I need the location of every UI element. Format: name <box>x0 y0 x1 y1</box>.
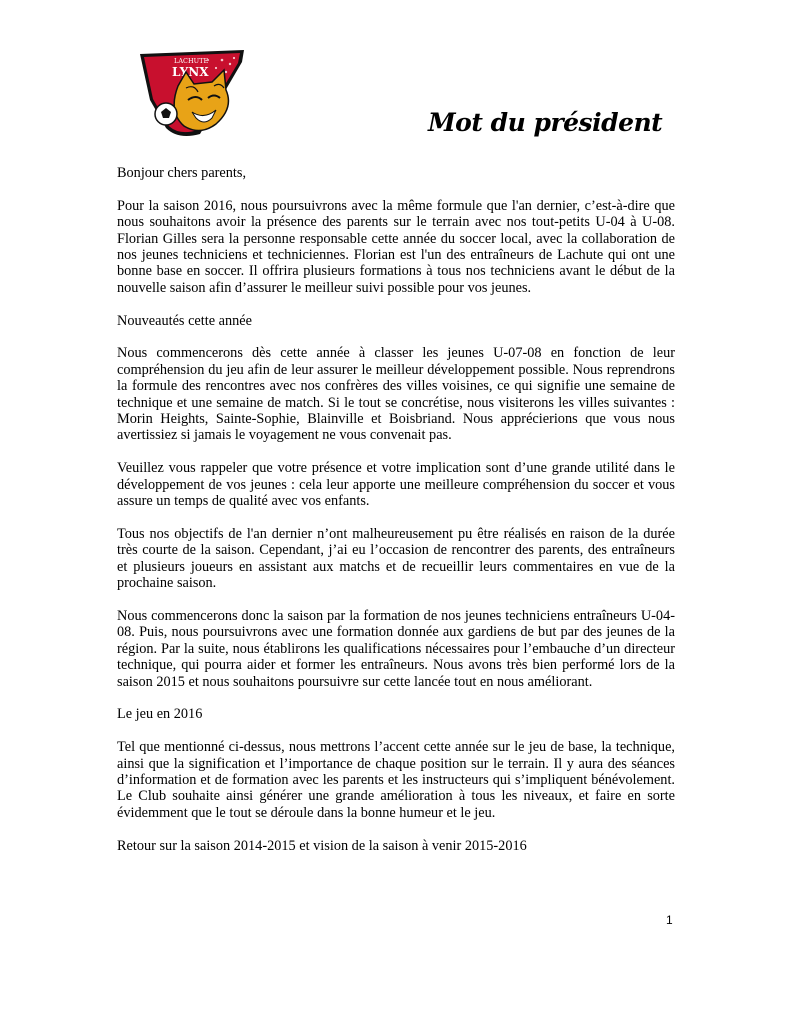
svg-text:LACHUTE: LACHUTE <box>174 57 209 65</box>
paragraph: Tel que mentionné ci-dessus, nous mettrons l’accent cette année sur le jeu de base, la technique, ainsi que la signification et l’importance de chaque position sur le terrain. Il y aura des séances d’information et de formation avec les parents et les instructeurs qui s’impliquent bénévolement. Le Club souhaite ainsi générer une grande amélioration à tous les niveaux, et faire en sorte évidemment que le tout se déroule dans la bonne humeur et le jeu. <box>117 739 675 821</box>
paragraph: Pour la saison 2016, nous poursuivrons avec la même formule que l'an dernier, c’est-à-dire que nous souhaitons avoir la présence des parents sur le terrain avec nos tout-petits U-04 à U-08. Florian Gilles sera la personne responsable cette année du soccer local, avec la collaboration de nos jeunes techniciens et techniciennes. Florian est l'un des entraîneurs de Lachute qui ont une bonne base en soccer. Il offrira plusieurs formations à tous nos techniciens avant le début de la nouvelle saison afin d’assurer le meilleur suivi possible pour vos jeunes. <box>117 197 675 296</box>
greeting: Bonjour chers parents, <box>117 165 247 181</box>
page-number: 1 <box>666 913 673 927</box>
paragraph: Nous commencerons dès cette année à classer les jeunes U-07-08 en fonction de leur compréhension du jeu afin de leur assurer le meilleur développement possible. Nous reprendrons la formule des rencontres avec nos confrères des villes voisines, ce qui signifie une semaine de technique et une semaine de match. Si le tout se concrétise, nous visiterons les villes suivantes : Morin Heights, Sainte-Sophie, Blainville et Boisbriand. Nous apprécierions que vous nous avertissiez si jamais le voyagement ne vous convenait pas. <box>117 345 675 444</box>
section-heading: Le jeu en 2016 <box>117 706 203 723</box>
document-title: Mot du président <box>428 108 663 137</box>
paragraph: Tous nos objectifs de l'an dernier n’ont malheureusement pu être réalisés en raison de la durée très courte de la saison. Cependant, j’ai eu l’occasion de rencontrer des parents, des entraîneurs et plusieurs joueurs en assistant aux matchs et de recueillir leurs commentaires en vue de la prochaine saison. <box>117 525 675 592</box>
section-heading: Retour sur la saison 2014-2015 et vision de la saison à venir 2015-2016 <box>117 837 527 854</box>
lachute-lynx-logo <box>138 48 248 140</box>
paragraph: Veuillez vous rappeler que votre présence et votre implication sont d’une grande utilité dans le développement de vos jeunes : cela leur apporte une meilleure compréhension du soccer et vous assure un temps de qualité avec vos enfants. <box>117 460 675 510</box>
svg-text:LYNX: LYNX <box>172 65 209 79</box>
letter-body <box>117 165 675 870</box>
paragraph: Nous commencerons donc la saison par la formation de nos jeunes techniciens entraîneurs U-04-08. Puis, nous poursuivrons avec une formation donnée aux gardiens de but par des jeunes de la région. Par la suite, nous établirons les qualifications nécessaires pour l’embauche d’un directeur technique, qui pourra aider et former les entraîneurs. Nous avons très bien performé lors de la saison 2015 et nous souhaitons poursuivre sur cette lancée tout en nous améliorant. <box>117 607 675 690</box>
section-heading: Nouveautés cette année <box>117 312 252 329</box>
